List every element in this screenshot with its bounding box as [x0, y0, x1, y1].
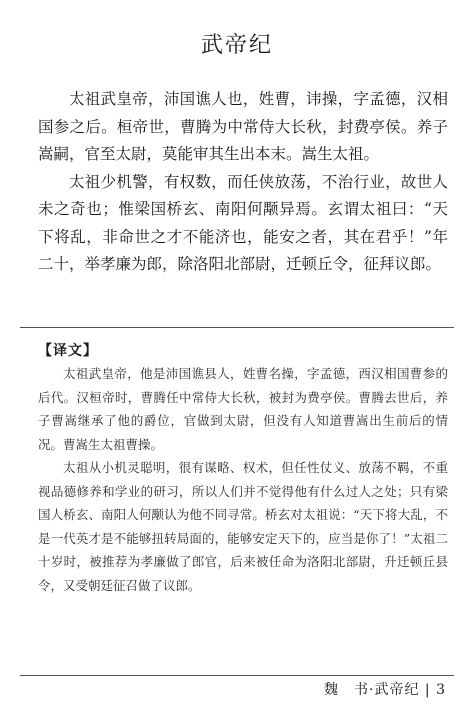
translation-paragraph: 太祖从小机灵聪明，很有谋略、权术，但任性仗义、放荡不羁，不重视品德修养和学业的研习，所以人们并不觉得他有什么过人之处；只有梁国人桥玄、南阳人何颙认为他不同寻常。桥玄对太祖说：“天下将大乱，不是一代英才是不能够扭转局面的，能够安定天下的，应当是你了！”太祖二十岁时，被推荐为孝廉做了郎官，后来被任命为洛阳北部尉，升迁顿丘县令，又受朝廷征召做了议郎。	[38, 460, 448, 593]
divider	[20, 327, 454, 328]
original-paragraph: 太祖武皇帝，沛国谯人也，姓曹，讳操，字孟德，汉相国参之后。桓帝世，曹腾为中常侍大长秋，封费亭侯。养子嵩嗣，官至太尉，莫能审其生出本末。嵩生太祖。	[38, 90, 448, 163]
translation-heading: 【译文】	[38, 343, 98, 359]
footer-divider	[20, 675, 454, 676]
original-paragraph: 太祖少机警，有权数，而任侠放荡，不治行业，故世人未之奇也；惟梁国桥玄、南阳何颙异焉。玄谓太祖曰：“天下将乱，非命世之才不能济也，能安之者，其在君乎！”年二十，举孝廉为郎，除洛阳北部尉，迁顿丘令，征拜议郎。	[38, 172, 448, 273]
chapter-title: 武帝纪	[200, 33, 273, 58]
original-text-1	[38, 86, 448, 279]
translation-paragraph: 太祖武皇帝，他是沛国谯县人，姓曹名操，字孟德，西汉相国曹参的后代。汉桓帝时，曹腾任中常侍大长秋，被封为费亭侯。曹腾去世后，养子曹嵩继承了他的爵位，官做到太尉，但没有人知道曹嵩出生前后的情况。曹嵩生太祖曹操。	[38, 366, 448, 452]
translation-text-1	[38, 362, 448, 597]
running-footer: 魏 书·武帝纪 | 3	[324, 682, 446, 698]
